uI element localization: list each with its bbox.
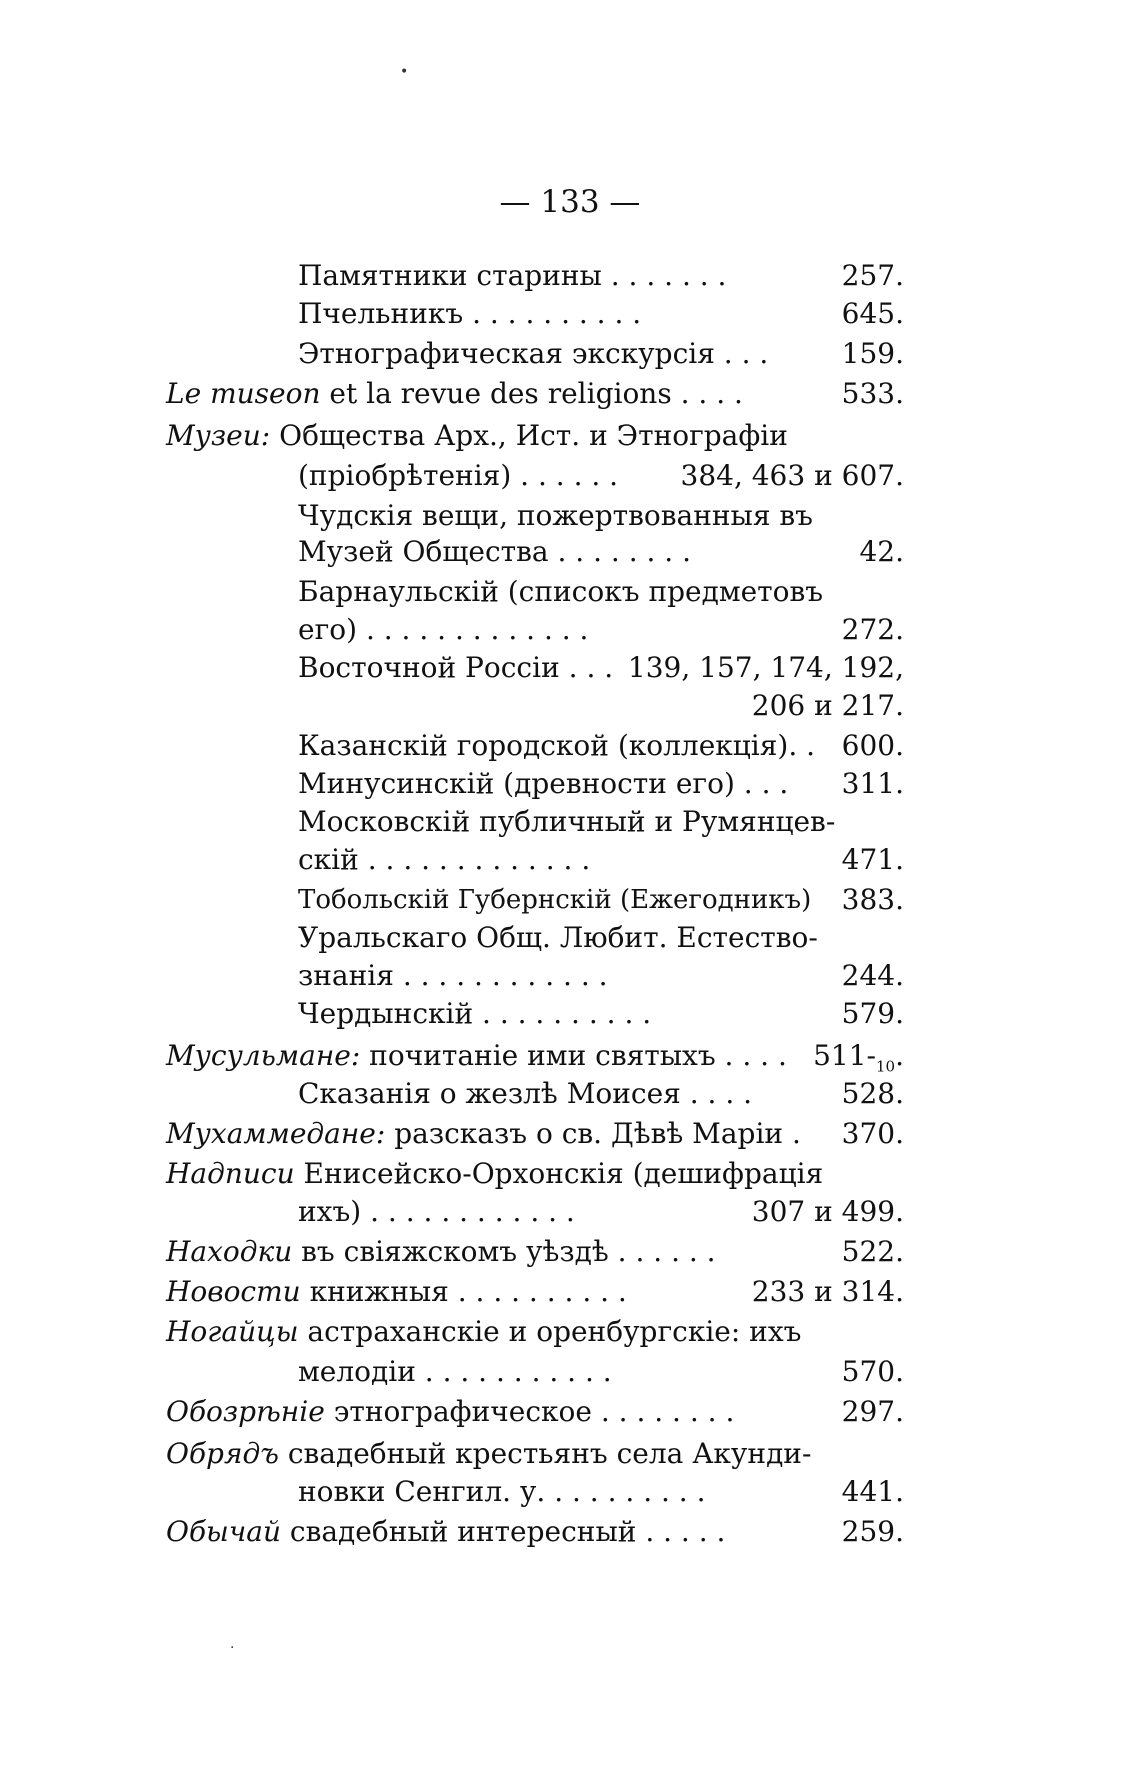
entry-keyword: Мухаммедане: [166, 1117, 386, 1150]
index-line [0, 372, 1140, 416]
page-subscript: 10 [876, 1057, 896, 1076]
leader-dots: . . . . . . . . . . [482, 997, 652, 1030]
page-reference: 42. [859, 535, 904, 568]
entry-label: Сказанія о жезлѣ Моисея [298, 1077, 681, 1110]
entry-label: (пріобрѣтенія) [298, 459, 512, 492]
entry-text [166, 372, 743, 416]
leader-dots: . . . . . [645, 1515, 726, 1548]
entry-label: ихъ) [298, 1195, 362, 1228]
index-line [0, 684, 1140, 728]
entry-keyword: Мусульмане: [166, 1039, 361, 1072]
index-line [0, 292, 1140, 336]
page-reference: $511-_{10}$. [813, 1039, 904, 1076]
index-line [0, 1270, 1140, 1314]
page-reference: 206 и 217. [751, 689, 904, 722]
entry-label: Общества Арх., Ист. и Этнографіи [279, 419, 788, 452]
entry-label: разсказъ о св. Дѣвѣ Маріи [394, 1117, 784, 1150]
entry-text [298, 454, 618, 498]
entry-label: свадебный интересный [289, 1515, 637, 1548]
entry-text [166, 1390, 734, 1434]
entry-keyword: Le museon [166, 377, 321, 410]
page-reference: 645. [841, 297, 904, 330]
entry-label: Памятники старины [298, 259, 602, 292]
page-reference: 522. [841, 1235, 904, 1268]
entry-keyword: Находки [166, 1235, 293, 1268]
entry-label: новки Сенгил. у. [298, 1475, 546, 1508]
ink-speck: • [400, 64, 409, 80]
entry-label: Московскій публичный и Румянцев- [298, 805, 836, 838]
page-reference: 383. [841, 883, 904, 916]
entry-label: Чудскія вещи, пожертвованныя въ [298, 499, 813, 532]
leader-dots: . . . . [680, 377, 743, 410]
leader-dots: . . . . . . . . . . [472, 297, 642, 330]
entry-text [166, 414, 788, 458]
index-line [0, 414, 1140, 458]
entry-text [298, 1470, 706, 1514]
page-reference: 570. [841, 1355, 904, 1388]
page-reference: 233 и 314. [751, 1275, 904, 1308]
entry-keyword: Музеи: [166, 419, 271, 452]
leader-dots: . . . . . . . . [557, 535, 692, 568]
page-reference: 579. [841, 997, 904, 1030]
page-reference: 257. [841, 259, 904, 292]
leader-dots: . . . . . . [617, 1235, 716, 1268]
entry-label: Музей Общества [298, 535, 549, 568]
leader-dots: . . . [743, 767, 789, 800]
page-reference: 471. [841, 843, 904, 876]
entry-text [298, 1072, 752, 1116]
entry-text [166, 1230, 716, 1274]
page-reference: 259. [841, 1515, 904, 1548]
index-line [0, 454, 1140, 498]
leader-dots: . . . [568, 651, 614, 684]
entry-label: Енисейско-Орхонскія (дешифрація [303, 1157, 824, 1190]
leader-dots: . . . . . . . . . . . . [370, 1195, 575, 1228]
entry-label: Уральскаго Общ. Любит. Естество- [298, 921, 818, 954]
page-reference: 139, 157, 174, 192, [627, 651, 904, 684]
entry-label: Казанскій городской (коллекція). [298, 729, 798, 762]
page-reference: 600. [841, 729, 904, 762]
entry-text [298, 1350, 612, 1394]
leader-dots: . . . . . . . . [600, 1395, 735, 1428]
entry-keyword: Обычай [166, 1515, 281, 1548]
index-line [0, 1470, 1140, 1514]
entry-label: et la revue des religions [329, 377, 672, 410]
entry-text [298, 992, 651, 1036]
page-reference: 272. [841, 613, 904, 646]
index-line [0, 1112, 1140, 1156]
leader-dots: . . . . . . . [610, 259, 727, 292]
entry-label: Чердынскій [298, 997, 474, 1030]
index-line [0, 1350, 1140, 1394]
index-line [0, 1190, 1140, 1234]
entry-text [298, 292, 641, 336]
leader-dots: . . . . [724, 1039, 787, 1072]
entry-keyword: Обрядъ [166, 1437, 279, 1470]
entry-keyword: Обозрѣніе [166, 1395, 325, 1428]
entry-label: Тобольскій Губернскій (Ежегодникъ) [298, 885, 812, 915]
page-number: — 133 — [499, 184, 641, 220]
entry-label: свадебный крестьянъ села Акунди- [287, 1437, 812, 1470]
ink-speck: · [230, 1640, 235, 1656]
leader-dots: . . . . . . . . . . [457, 1275, 627, 1308]
page-reference: 528. [841, 1077, 904, 1110]
entry-label: астраханскіе и оренбургскіе: ихъ [307, 1315, 802, 1348]
leader-dots: . . . . . . . . . . . . . [367, 843, 591, 876]
entry-label: этнографическое [333, 1395, 592, 1428]
entry-label: почитаніе ими святыхъ [369, 1039, 716, 1072]
entry-text [298, 530, 691, 574]
entry-label: въ свіяжскомъ уѣздѣ [301, 1235, 609, 1268]
entry-label: знанія [298, 959, 394, 992]
page-reference: 307 и 499. [751, 1195, 904, 1228]
entry-keyword: Надписи [166, 1157, 295, 1190]
index-line [0, 838, 1140, 882]
entry-label: его) [298, 613, 358, 646]
leader-dots: . . . . . . [520, 459, 619, 492]
entry-text [166, 1112, 801, 1156]
entry-label: Восточной Россіи [298, 651, 560, 684]
entry-label: Этнографическая экскурсія [298, 337, 715, 370]
index-line [0, 1072, 1140, 1116]
page-reference: 159. [841, 337, 904, 370]
index-line [0, 530, 1140, 574]
entry-text [298, 1190, 575, 1234]
page-reference: 533. [841, 377, 904, 410]
page-reference: 384, 463 и 607. [680, 459, 904, 492]
page-reference: 244. [841, 959, 904, 992]
page-reference: 311. [841, 767, 904, 800]
index-line [0, 332, 1140, 376]
leader-dots: . [791, 1117, 801, 1150]
leader-dots: . . . . . . . . . [554, 1475, 706, 1508]
page-reference: 297. [841, 1395, 904, 1428]
index-line [0, 1310, 1140, 1354]
index-line [0, 992, 1140, 1036]
entry-text [166, 1270, 627, 1314]
page-reference: 370. [841, 1117, 904, 1150]
entry-text [298, 332, 768, 376]
entry-text [166, 1510, 725, 1554]
leader-dots: . . . . . . . . . . . . . [365, 613, 589, 646]
entry-keyword: Новости [166, 1275, 301, 1308]
entry-text [166, 1310, 801, 1354]
entry-text [298, 838, 590, 882]
leader-dots: . [806, 729, 816, 762]
entry-label: Барнаульскій (списокъ предметовъ [298, 575, 824, 608]
entry-label: мелодіи [298, 1355, 416, 1388]
entry-label: книжныя [309, 1275, 449, 1308]
page-reference: 441. [841, 1475, 904, 1508]
leader-dots: . . . . . . . . . . . . [402, 959, 608, 992]
entry-keyword: Ногайцы [166, 1315, 299, 1348]
index-line [0, 1390, 1140, 1434]
index-line [0, 1230, 1140, 1274]
leader-dots: . . . . . . . . . . . [424, 1355, 612, 1388]
entry-label: скій [298, 843, 359, 876]
index-line [0, 1510, 1140, 1554]
entry-label: Минусинскій (древности его) [298, 767, 735, 800]
entry-label: Пчельникъ [298, 297, 464, 330]
leader-dots: . . . [723, 337, 769, 370]
leader-dots: . . . . [689, 1077, 753, 1110]
